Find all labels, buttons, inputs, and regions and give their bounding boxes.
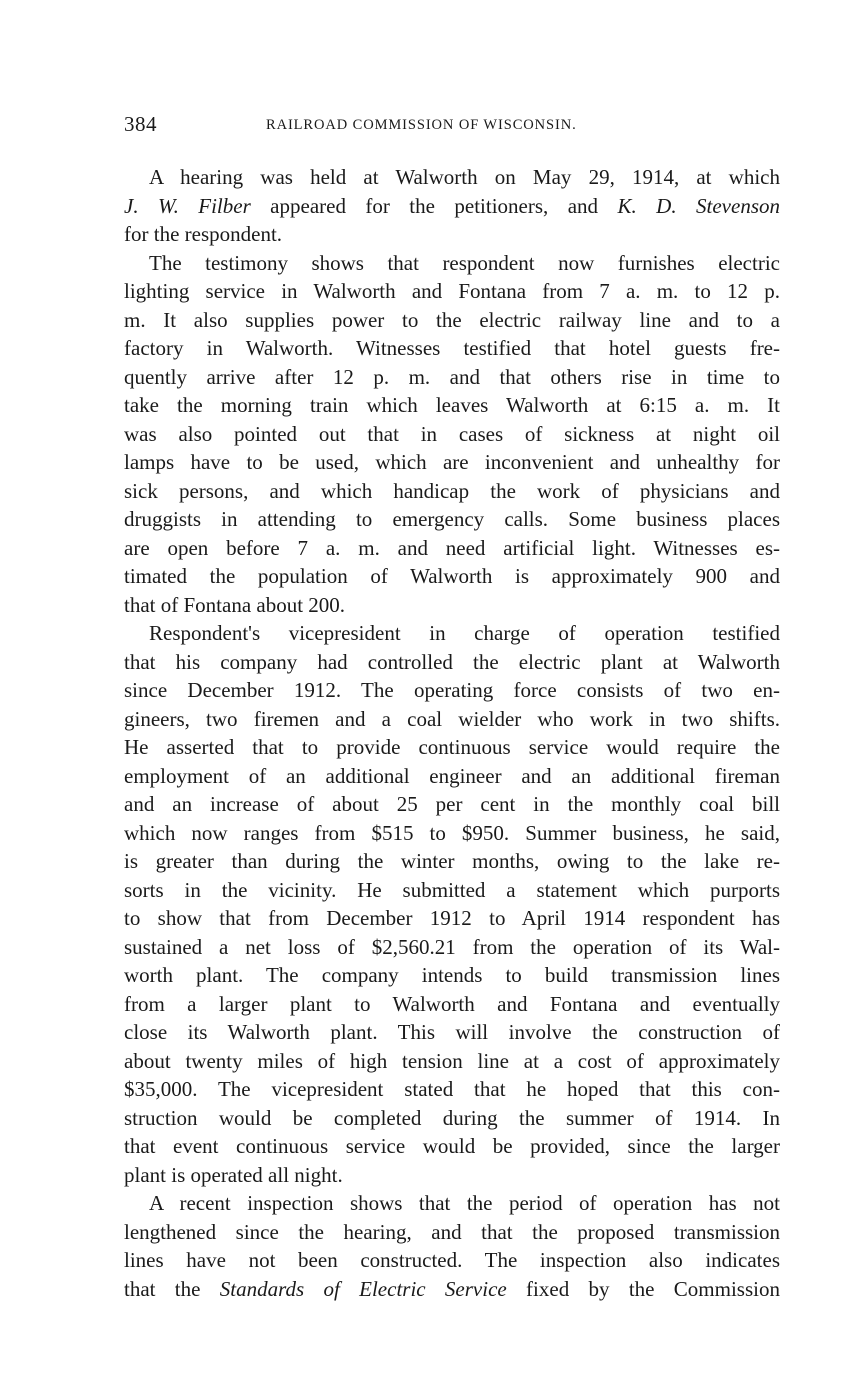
text-line: since December 1912. The operating force consists of two en- [124, 678, 780, 702]
text-line: factory in Walworth. Witnesses testified that hotel guests fre- [124, 336, 780, 360]
text-line: struction would be completed during the summer of 1914. In [124, 1105, 780, 1130]
text-line: The testimony shows that respondent now furnishes electric [149, 250, 780, 275]
text-line: Respondent's vicepresident in charge of operation testified [149, 621, 780, 645]
text-line: are open before 7 a. m. and need artificial light. Witnesses es- [124, 535, 780, 560]
text-line: sorts in the vicinity. He submitted a statement which purports [124, 877, 780, 902]
text-line: that event continuous service would be provided, since the larger [124, 1134, 780, 1158]
paragraph-2 [124, 249, 780, 620]
text-line: druggists in attending to emergency calls. Some business places [124, 507, 780, 531]
text-line: gineers, two firemen and a coal wielder who work in two shifts. [124, 706, 780, 731]
paragraph-1 [124, 163, 780, 249]
text-line: lamps have to be used, which are inconvenient and unhealthy for [124, 450, 780, 474]
text-line: A hearing was held at Walworth on May 29, 1914, at which [149, 165, 780, 189]
text-line: that his company had controlled the electric plant at Walworth [124, 649, 780, 674]
text-line: worth plant. The company intends to build transmission lines [124, 963, 780, 987]
text-line: quently arrive after 12 p. m. and that others rise in time to [124, 364, 780, 389]
text-line: from a larger plant to Walworth and Fontana and eventually [124, 991, 780, 1016]
text-line: for the respondent. [124, 222, 283, 246]
text-line: take the morning train which leaves Walworth at 6:15 a. m. It [124, 393, 780, 417]
text-line: lines have not been constructed. The inspection also indicates [124, 1248, 780, 1272]
text-run: that the [124, 1276, 220, 1301]
text-line: plant is operated all night. [124, 1162, 343, 1187]
text-line: lighting service in Walworth and Fontana from 7 a. m. to 12 p. [124, 279, 780, 303]
text-line [124, 192, 780, 221]
text-line: is greater than during the winter months, owing to the lake re- [124, 849, 780, 873]
text-line: $35,000. The vicepresident stated that he hoped that this con- [124, 1077, 780, 1101]
text-line: employment of an additional engineer and an additional fireman [124, 763, 780, 788]
text-line: He asserted that to provide continuous service would require the [124, 735, 780, 759]
text-run: fixed by the Commission [506, 1276, 780, 1301]
text-line: about twenty miles of high tension line at a cost of approximately [124, 1048, 780, 1073]
text-line: close its Walworth plant. This will involve the construction of [124, 1020, 780, 1044]
text-line: A recent inspection shows that the period of operation has not [149, 1191, 780, 1215]
text-line: to show that from December 1912 to April 1914 respondent has [124, 906, 780, 930]
text-line: sick persons, and which handicap the work of physicians and [124, 478, 780, 503]
text-line: which now ranges from $515 to $950. Summer business, he said, [124, 820, 780, 845]
text-run: appeared for the petitioners, and [250, 193, 618, 218]
counsel-name-petitioners: J. W. Filber [124, 193, 251, 218]
running-head: RAILROAD COMMISSION OF WISCONSIN. [266, 117, 577, 133]
text-line [124, 1275, 780, 1304]
text-line: lengthened since the hearing, and that the proposed transmission [124, 1219, 780, 1244]
text-line: that of Fontana about 200. [124, 592, 346, 617]
page-number: 384 [124, 112, 157, 136]
text-line: m. It also supplies power to the electric railway line and to a [124, 307, 780, 332]
text-line: timated the population of Walworth is approximately 900 and [124, 564, 780, 588]
text-line: and an increase of about 25 per cent in the monthly coal bill [124, 792, 780, 816]
text-line: sustained a net loss of $2,560.21 from the operation of its Wal- [124, 934, 780, 959]
standards-title: Standards of Electric Service [219, 1276, 507, 1301]
counsel-name-respondent: K. D. Stevenson [617, 193, 780, 218]
paragraph-4 [124, 1189, 780, 1303]
page-header [124, 112, 784, 142]
paragraph-3 [124, 619, 780, 1189]
text-line: was also pointed out that in cases of sickness at night oil [124, 421, 780, 446]
body-text [124, 163, 780, 1303]
